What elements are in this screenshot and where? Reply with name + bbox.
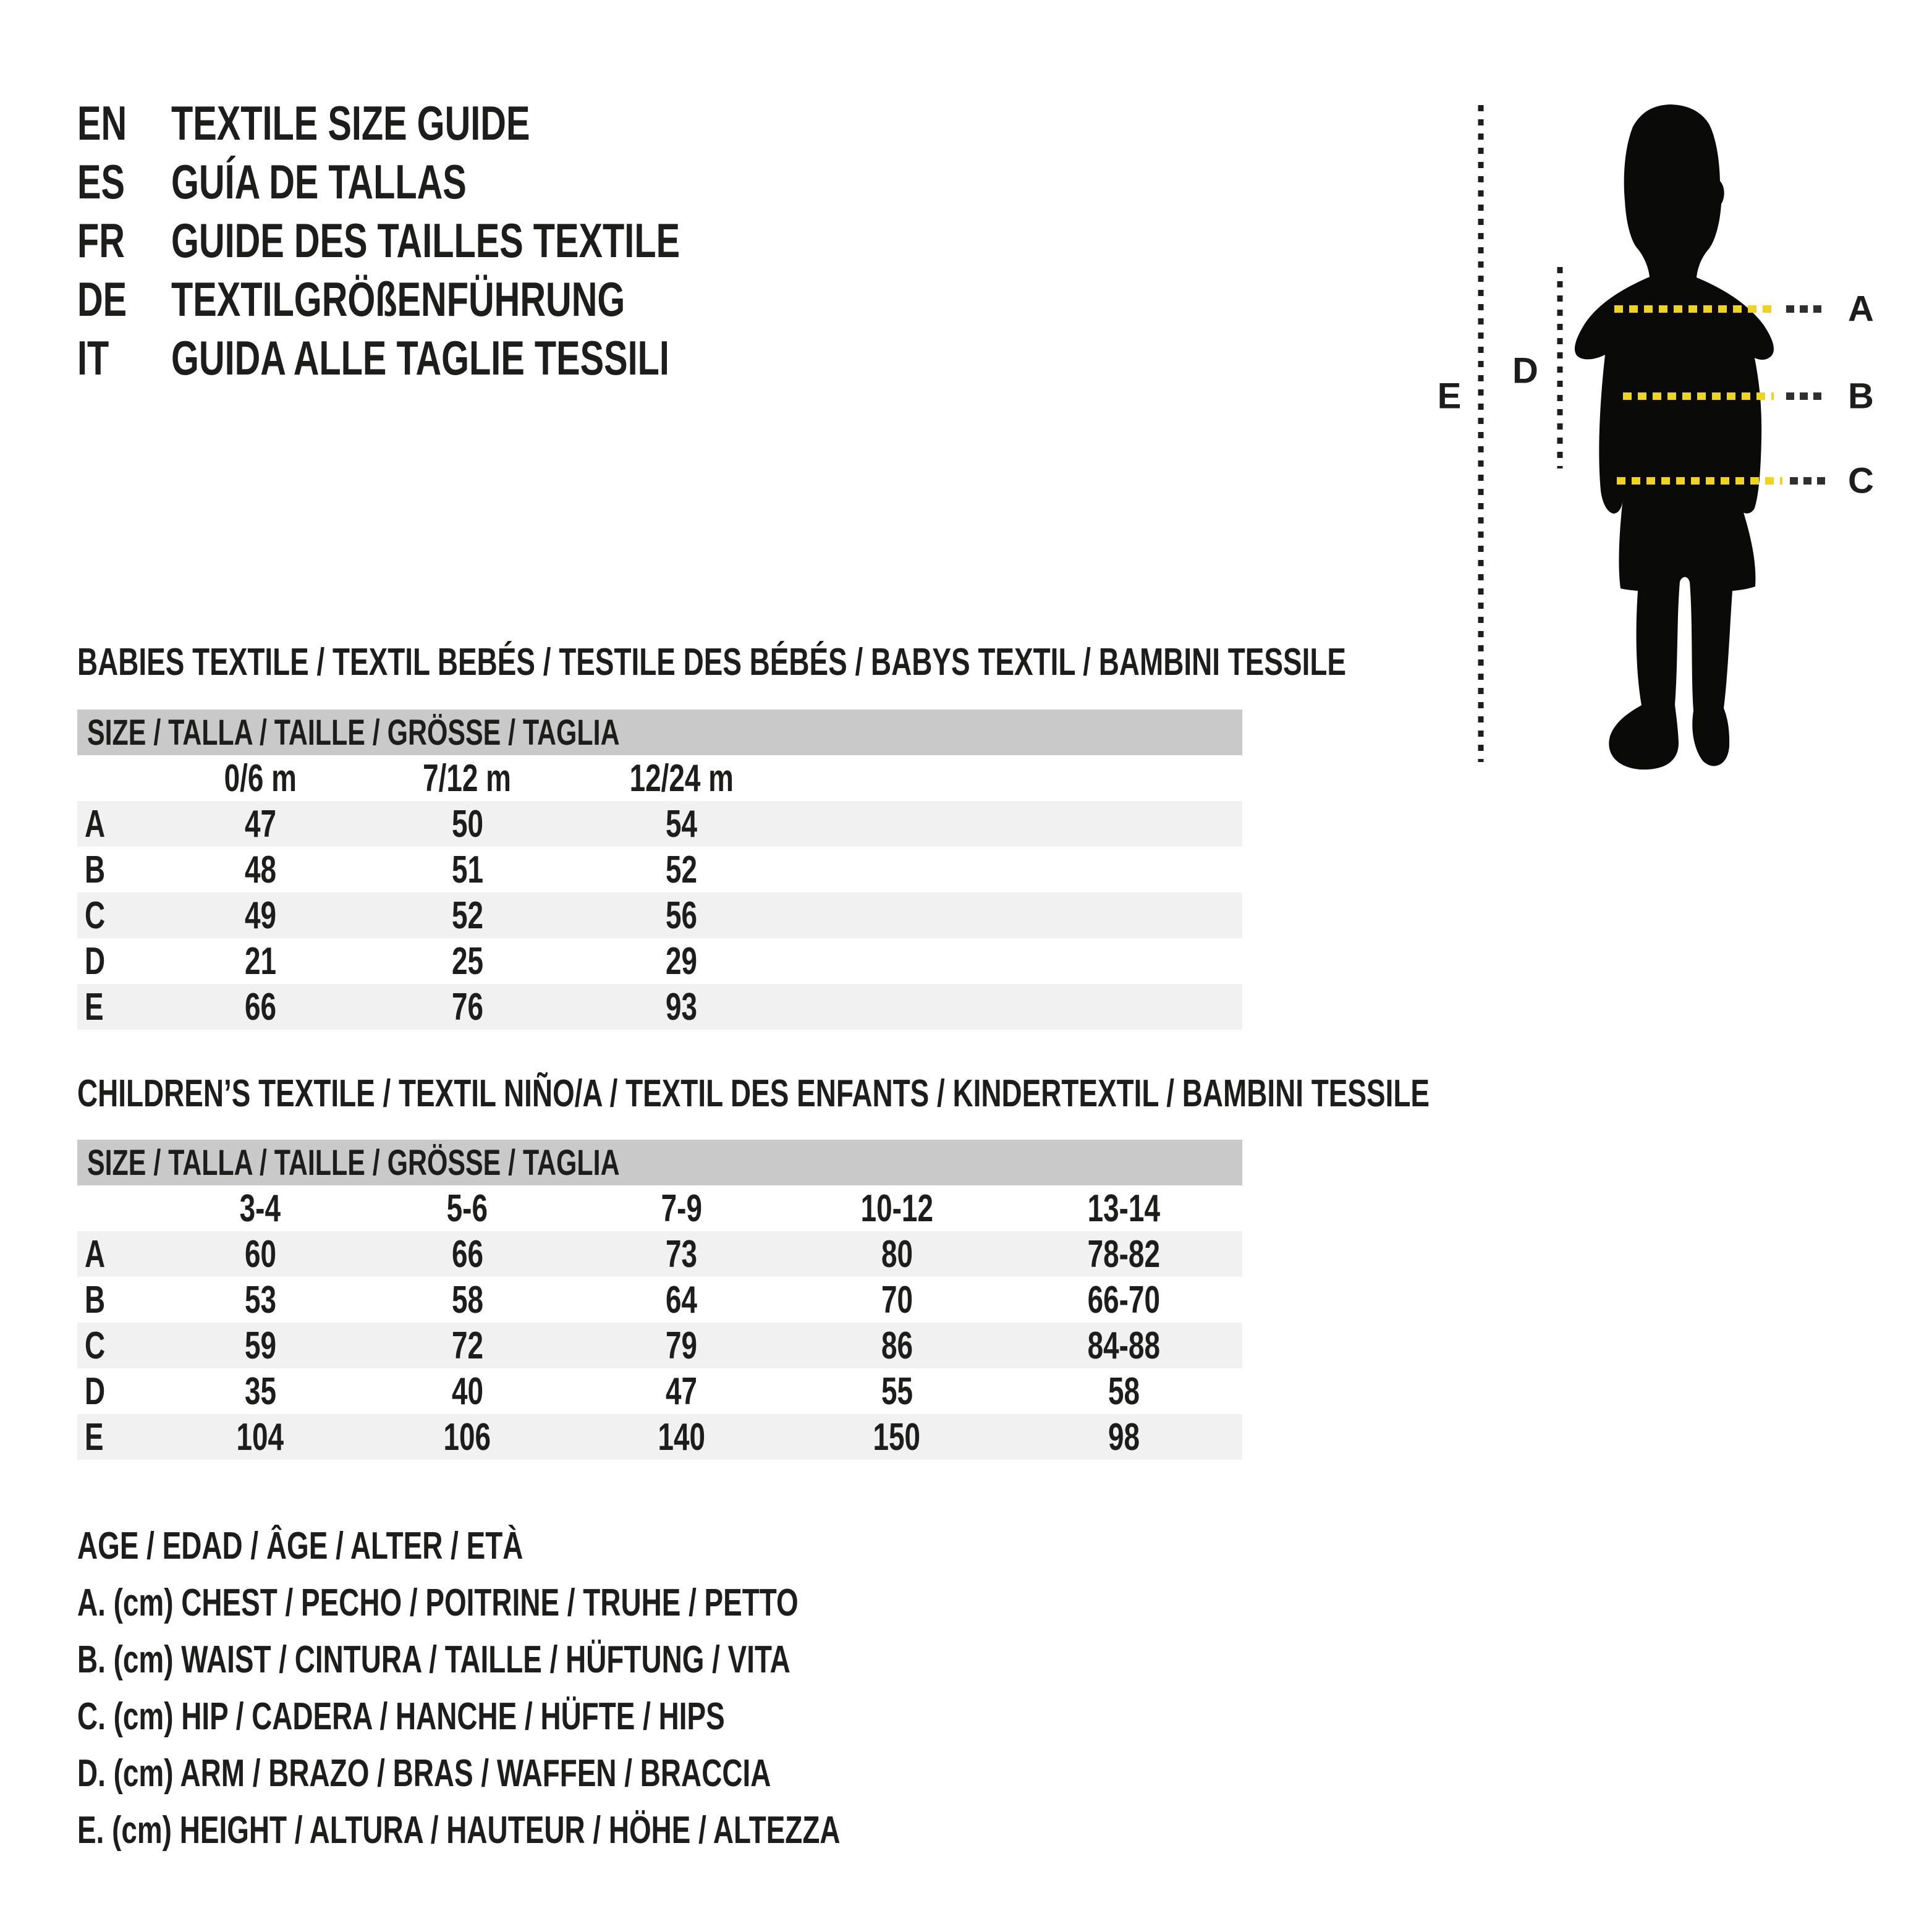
value-cell: 47 <box>665 1370 698 1413</box>
language-row <box>77 270 858 329</box>
language-code: ES <box>77 155 125 209</box>
table-row <box>77 984 1242 1030</box>
value-cell: 58 <box>1108 1370 1140 1413</box>
value-cell: 52 <box>451 894 483 937</box>
language-code: FR <box>77 213 125 268</box>
figure-label-d: D <box>1512 350 1538 391</box>
row-label: C <box>85 894 106 937</box>
size-header-label: SIZE / TALLA / TAILLE / GRÖSSE / TAGLIA <box>87 1142 620 1183</box>
legend-line: E. (cm) HEIGHT / ALTURA / HAUTEUR / HÖHE / ALTEZZA <box>77 1809 841 1852</box>
language-title: GUÍA DE TALLAS <box>171 155 467 209</box>
figure-label-c: C <box>1848 460 1874 501</box>
column-header-cell: 5-6 <box>446 1187 488 1230</box>
language-title: TEXTILGRÖßENFÜHRUNG <box>171 272 625 326</box>
children-section-heading: CHILDREN’S TEXTILE / TEXTIL NIÑO/A / TEXTIL DES ENFANTS / KINDERTEXTIL / BAMBINI TESSILE <box>77 1072 1430 1115</box>
language-row <box>77 211 858 270</box>
children-column-header-row <box>77 1185 1242 1231</box>
babies-section-heading: BABIES TEXTILE / TEXTIL BEBÉS / TESTILE DES BÉBÉS / BABYS TEXTIL / BAMBINI TESSILE <box>77 641 1346 684</box>
column-header-cell: 7-9 <box>661 1187 702 1230</box>
row-label: A <box>85 802 106 845</box>
babies-size-header-bar <box>77 710 1242 755</box>
column-header-cell: 10-12 <box>860 1187 933 1230</box>
value-cell: 50 <box>451 802 483 845</box>
value-cell: 79 <box>665 1324 698 1367</box>
row-label: E <box>85 1415 104 1459</box>
value-cell: 86 <box>881 1324 913 1367</box>
row-label: E <box>85 985 104 1028</box>
value-cell: 150 <box>873 1415 921 1459</box>
value-cell: 54 <box>665 802 698 845</box>
value-cell: 78-82 <box>1087 1232 1161 1276</box>
row-label: D <box>85 939 106 983</box>
row-label: C <box>85 1324 106 1367</box>
language-code: EN <box>77 96 127 150</box>
value-cell: 29 <box>665 939 698 983</box>
language-title: GUIDA ALLE TAGLIE TESSILI <box>171 331 669 385</box>
table-row <box>77 1368 1242 1414</box>
legend-line: B. (cm) WAIST / CINTURA / TAILLE / HÜFTUNG / VITA <box>77 1638 790 1681</box>
value-cell: 55 <box>881 1370 913 1413</box>
value-cell: 73 <box>665 1232 698 1276</box>
language-title: TEXTILE SIZE GUIDE <box>171 96 530 150</box>
value-cell: 76 <box>451 985 483 1028</box>
measurement-legend <box>77 1518 1108 1859</box>
table-row <box>77 1277 1242 1323</box>
value-cell: 51 <box>451 848 483 891</box>
figure-label-b: B <box>1848 376 1874 417</box>
value-cell: 60 <box>244 1232 276 1276</box>
table-row <box>77 1323 1242 1368</box>
value-cell: 48 <box>244 848 276 891</box>
column-header-cell: 0/6 m <box>224 756 297 800</box>
value-cell: 56 <box>665 894 698 937</box>
value-cell: 64 <box>665 1278 698 1321</box>
value-cell: 49 <box>244 894 276 937</box>
language-code: IT <box>77 331 109 385</box>
column-header-cell: 3-4 <box>239 1187 281 1230</box>
column-header-cell: 7/12 m <box>423 756 512 800</box>
babies-column-header-row <box>77 755 1242 801</box>
language-row <box>77 153 858 211</box>
value-cell: 40 <box>451 1370 483 1413</box>
table-row <box>77 1231 1242 1277</box>
value-cell: 53 <box>244 1278 276 1321</box>
value-cell: 84-88 <box>1087 1324 1161 1367</box>
row-label: A <box>85 1232 106 1276</box>
language-row <box>77 94 858 153</box>
row-label: B <box>85 848 106 891</box>
column-header-cell: 13-14 <box>1087 1187 1161 1230</box>
table-row <box>77 1414 1242 1460</box>
value-cell: 66 <box>244 985 276 1028</box>
value-cell: 35 <box>244 1370 276 1413</box>
table-row <box>77 938 1242 984</box>
figure-label-a: A <box>1848 289 1874 329</box>
language-row <box>77 329 858 388</box>
value-cell: 66-70 <box>1087 1278 1161 1321</box>
value-cell: 59 <box>244 1324 276 1367</box>
value-cell: 21 <box>244 939 276 983</box>
language-title: GUIDE DES TAILLES TEXTILE <box>171 213 680 268</box>
value-cell: 72 <box>451 1324 483 1367</box>
child-measurement-figure <box>1409 74 1932 810</box>
row-label: B <box>85 1278 106 1321</box>
value-cell: 47 <box>244 802 276 845</box>
value-cell: 70 <box>881 1278 913 1321</box>
value-cell: 25 <box>451 939 483 983</box>
value-cell: 93 <box>665 985 698 1028</box>
table-row <box>77 801 1242 847</box>
legend-line: C. (cm) HIP / CADERA / HANCHE / HÜFTE / HIPS <box>77 1695 725 1738</box>
value-cell: 106 <box>443 1415 491 1459</box>
table-row <box>77 847 1242 892</box>
value-cell: 98 <box>1108 1415 1140 1459</box>
legend-line: D. (cm) ARM / BRAZO / BRAS / WAFFEN / BRACCIA <box>77 1752 771 1795</box>
legend-line: AGE / EDAD / ÂGE / ALTER / ETÀ <box>77 1525 523 1567</box>
column-header-cell: 12/24 m <box>629 756 734 800</box>
value-cell: 52 <box>665 848 698 891</box>
row-label: D <box>85 1370 106 1413</box>
legend-line: A. (cm) CHEST / PECHO / POITRINE / TRUHE / PETTO <box>77 1582 799 1624</box>
value-cell: 80 <box>881 1232 913 1276</box>
size-header-label: SIZE / TALLA / TAILLE / GRÖSSE / TAGLIA <box>87 712 620 753</box>
figure-label-e: E <box>1437 376 1462 417</box>
language-title-list <box>77 94 858 388</box>
table-row <box>77 892 1242 938</box>
value-cell: 66 <box>451 1232 483 1276</box>
children-size-header-bar <box>77 1140 1242 1185</box>
value-cell: 104 <box>236 1415 284 1459</box>
value-cell: 58 <box>451 1278 483 1321</box>
language-code: DE <box>77 272 127 326</box>
value-cell: 140 <box>658 1415 705 1459</box>
